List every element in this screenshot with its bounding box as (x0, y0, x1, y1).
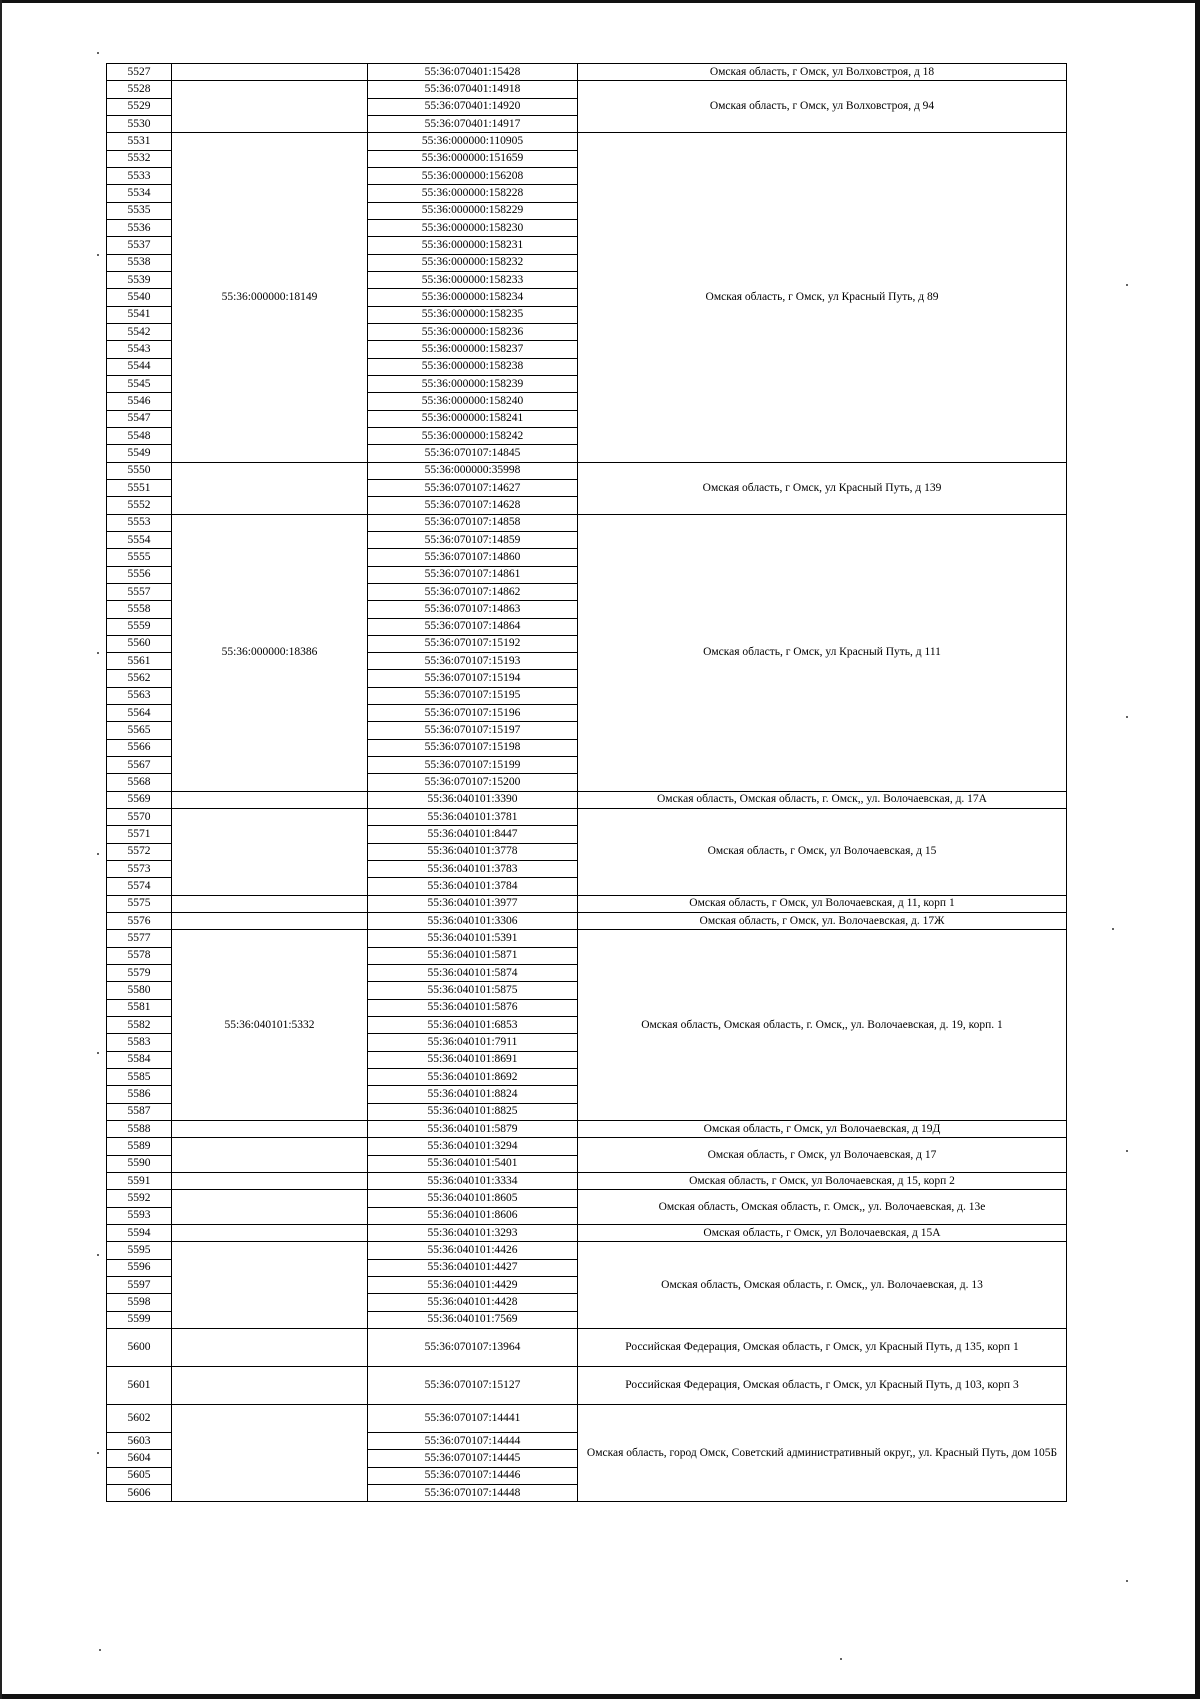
table-row (107, 809, 1067, 826)
row-number-cell: 5577 (107, 930, 172, 947)
table-row (107, 1190, 1067, 1207)
cadastral-number-cell: 55:36:070107:15197 (368, 722, 578, 739)
cadastral-number-cell: 55:36:000000:158235 (368, 306, 578, 323)
table-row (107, 791, 1067, 808)
row-number-cell: 5596 (107, 1259, 172, 1276)
row-number-cell: 5564 (107, 705, 172, 722)
parent-cadastral-cell (172, 791, 368, 808)
parent-cadastral-cell: 55:36:000000:18149 (172, 133, 368, 462)
cadastral-number-cell: 55:36:040101:5871 (368, 947, 578, 964)
row-number-cell: 5580 (107, 982, 172, 999)
cadastral-number-cell: 55:36:070107:14441 (368, 1405, 578, 1433)
row-number-cell: 5533 (107, 167, 172, 184)
row-number-cell: 5581 (107, 999, 172, 1016)
cadastral-number-cell: 55:36:070401:14917 (368, 115, 578, 132)
row-number-cell: 5601 (107, 1367, 172, 1405)
cadastral-number-cell: 55:36:040101:3306 (368, 913, 578, 930)
cadastral-number-cell: 55:36:040101:3334 (368, 1173, 578, 1190)
row-number-cell: 5586 (107, 1086, 172, 1103)
cadastral-number-cell: 55:36:040101:3294 (368, 1138, 578, 1155)
row-number-cell: 5527 (107, 64, 172, 81)
row-number-cell: 5549 (107, 445, 172, 462)
row-number-cell: 5602 (107, 1405, 172, 1433)
row-number-cell: 5547 (107, 410, 172, 427)
row-number-cell: 5536 (107, 219, 172, 236)
row-number-cell: 5538 (107, 254, 172, 271)
cadastral-number-cell: 55:36:040101:4429 (368, 1276, 578, 1293)
row-number-cell: 5528 (107, 81, 172, 98)
cadastral-number-cell: 55:36:040101:3781 (368, 809, 578, 826)
scan-speck (97, 652, 99, 654)
row-number-cell: 5554 (107, 531, 172, 548)
scan-speck (1126, 716, 1128, 718)
address-cell: Омская область, г Омск, ул Волочаевская, д 15, корп 2 (578, 1173, 1067, 1190)
table-row (107, 930, 1067, 947)
cadastral-number-cell: 55:36:040101:3783 (368, 861, 578, 878)
cadastral-number-cell: 55:36:070107:14862 (368, 583, 578, 600)
cadastral-number-cell: 55:36:070107:14444 (368, 1432, 578, 1449)
row-number-cell: 5578 (107, 947, 172, 964)
cadastral-number-cell: 55:36:070107:15198 (368, 739, 578, 756)
cadastral-number-cell: 55:36:000000:158237 (368, 341, 578, 358)
table-row (107, 913, 1067, 930)
table-row (107, 1173, 1067, 1190)
row-number-cell: 5584 (107, 1051, 172, 1068)
address-cell: Омская область, г Омск, ул Волочаевская, д 15А (578, 1224, 1067, 1241)
row-number-cell: 5606 (107, 1484, 172, 1501)
row-number-cell: 5537 (107, 237, 172, 254)
address-cell: Омская область, г Омск, ул Волочаевская, д 17 (578, 1138, 1067, 1173)
row-number-cell: 5579 (107, 965, 172, 982)
scan-speck (97, 1254, 99, 1256)
table-row (107, 514, 1067, 531)
address-cell: Омская область, г Омск, ул Волховстроя, д 18 (578, 64, 1067, 81)
parent-cadastral-cell (172, 1121, 368, 1138)
address-cell: Омская область, Омская область, г. Омск,, ул. Волочаевская, д. 13е (578, 1190, 1067, 1225)
row-number-cell: 5556 (107, 566, 172, 583)
address-cell: Омская область, г Омск, ул. Волочаевская, д. 17Ж (578, 913, 1067, 930)
row-number-cell: 5557 (107, 583, 172, 600)
row-number-cell: 5575 (107, 895, 172, 912)
cadastral-number-cell: 55:36:070107:15127 (368, 1367, 578, 1405)
cadastral-number-cell: 55:36:070107:14863 (368, 601, 578, 618)
row-number-cell: 5594 (107, 1224, 172, 1241)
row-number-cell: 5583 (107, 1034, 172, 1051)
parent-cadastral-cell: 55:36:040101:5332 (172, 930, 368, 1121)
cadastral-number-cell: 55:36:070107:14859 (368, 531, 578, 548)
table-row (107, 81, 1067, 98)
cadastral-number-cell: 55:36:000000:158230 (368, 219, 578, 236)
cadastral-number-cell: 55:36:000000:158239 (368, 375, 578, 392)
scan-speck (97, 1052, 99, 1054)
row-number-cell: 5531 (107, 133, 172, 150)
cadastral-number-cell: 55:36:070107:14845 (368, 445, 578, 462)
row-number-cell: 5591 (107, 1173, 172, 1190)
cadastral-number-cell: 55:36:000000:158228 (368, 185, 578, 202)
cadastral-number-cell: 55:36:000000:158233 (368, 271, 578, 288)
cadastral-number-cell: 55:36:070107:14864 (368, 618, 578, 635)
scan-border-top (0, 0, 1200, 3)
row-number-cell: 5535 (107, 202, 172, 219)
parent-cadastral-cell (172, 1190, 368, 1225)
cadastral-number-cell: 55:36:000000:158232 (368, 254, 578, 271)
cadastral-number-cell: 55:36:040101:5879 (368, 1121, 578, 1138)
cadastral-number-cell: 55:36:000000:151659 (368, 150, 578, 167)
row-number-cell: 5529 (107, 98, 172, 115)
cadastral-number-cell: 55:36:070107:14860 (368, 549, 578, 566)
cadastral-number-cell: 55:36:040101:3977 (368, 895, 578, 912)
scan-speck (1126, 1150, 1128, 1152)
row-number-cell: 5562 (107, 670, 172, 687)
table-row (107, 64, 1067, 81)
row-number-cell: 5590 (107, 1155, 172, 1172)
row-number-cell: 5559 (107, 618, 172, 635)
cadastral-number-cell: 55:36:070107:14448 (368, 1484, 578, 1501)
row-number-cell: 5572 (107, 843, 172, 860)
cadastral-number-cell: 55:36:000000:158242 (368, 427, 578, 444)
row-number-cell: 5544 (107, 358, 172, 375)
row-number-cell: 5597 (107, 1276, 172, 1293)
row-number-cell: 5541 (107, 306, 172, 323)
cadastral-number-cell: 55:36:040101:7569 (368, 1311, 578, 1328)
cadastral-number-cell: 55:36:040101:4428 (368, 1294, 578, 1311)
address-cell: Омская область, Омская область, г. Омск,, ул. Волочаевская, д. 17А (578, 791, 1067, 808)
row-number-cell: 5588 (107, 1121, 172, 1138)
scan-border-right (1195, 0, 1200, 1699)
cadastral-number-cell: 55:36:070107:14858 (368, 514, 578, 531)
parent-cadastral-cell (172, 913, 368, 930)
row-number-cell: 5576 (107, 913, 172, 930)
parent-cadastral-cell (172, 895, 368, 912)
scan-speck (1112, 928, 1114, 930)
row-number-cell: 5589 (107, 1138, 172, 1155)
cadastral-number-cell: 55:36:070107:15194 (368, 670, 578, 687)
row-number-cell: 5539 (107, 271, 172, 288)
cadastral-number-cell: 55:36:070401:14920 (368, 98, 578, 115)
cadastral-registry-table (106, 63, 1067, 1502)
cadastral-number-cell: 55:36:070107:15195 (368, 687, 578, 704)
cadastral-number-cell: 55:36:000000:158241 (368, 410, 578, 427)
row-number-cell: 5568 (107, 774, 172, 791)
cadastral-number-cell: 55:36:040101:3778 (368, 843, 578, 860)
row-number-cell: 5543 (107, 341, 172, 358)
cadastral-number-cell: 55:36:040101:7911 (368, 1034, 578, 1051)
cadastral-number-cell: 55:36:070107:15199 (368, 757, 578, 774)
cadastral-number-cell: 55:36:040101:8605 (368, 1190, 578, 1207)
parent-cadastral-cell (172, 462, 368, 514)
cadastral-number-cell: 55:36:040101:8692 (368, 1069, 578, 1086)
parent-cadastral-cell (172, 64, 368, 81)
row-number-cell: 5534 (107, 185, 172, 202)
table-row (107, 1405, 1067, 1433)
row-number-cell: 5582 (107, 1017, 172, 1034)
row-number-cell: 5567 (107, 757, 172, 774)
table-row (107, 1121, 1067, 1138)
row-number-cell: 5569 (107, 791, 172, 808)
scan-speck (840, 1658, 842, 1660)
scan-border-bottom (0, 1694, 1200, 1699)
row-number-cell: 5566 (107, 739, 172, 756)
registry-table-body (107, 64, 1067, 1502)
cadastral-number-cell: 55:36:000000:156208 (368, 167, 578, 184)
table-row (107, 1138, 1067, 1155)
row-number-cell: 5595 (107, 1242, 172, 1259)
table-row (107, 1328, 1067, 1366)
cadastral-number-cell: 55:36:000000:35998 (368, 462, 578, 479)
row-number-cell: 5532 (107, 150, 172, 167)
address-cell: Омская область, Омская область, г. Омск,, ул. Волочаевская, д. 19, корп. 1 (578, 930, 1067, 1121)
parent-cadastral-cell (172, 1242, 368, 1329)
address-cell: Российская Федерация, Омская область, г Омск, ул Красный Путь, д 103, корп 3 (578, 1367, 1067, 1405)
scan-border-left (0, 0, 2, 1699)
row-number-cell: 5561 (107, 653, 172, 670)
cadastral-number-cell: 55:36:040101:8825 (368, 1103, 578, 1120)
cadastral-number-cell: 55:36:000000:110905 (368, 133, 578, 150)
cadastral-number-cell: 55:36:040101:3293 (368, 1224, 578, 1241)
table-row (107, 1242, 1067, 1259)
cadastral-number-cell: 55:36:070107:14627 (368, 479, 578, 496)
parent-cadastral-cell (172, 1367, 368, 1405)
scan-speck (97, 52, 99, 54)
scan-speck (1126, 284, 1128, 286)
row-number-cell: 5605 (107, 1467, 172, 1484)
scan-speck (99, 1649, 101, 1651)
cadastral-number-cell: 55:36:040101:5874 (368, 965, 578, 982)
row-number-cell: 5546 (107, 393, 172, 410)
row-number-cell: 5599 (107, 1311, 172, 1328)
table-row (107, 462, 1067, 479)
row-number-cell: 5565 (107, 722, 172, 739)
cadastral-number-cell: 55:36:070107:14628 (368, 497, 578, 514)
cadastral-number-cell: 55:36:000000:158238 (368, 358, 578, 375)
row-number-cell: 5603 (107, 1432, 172, 1449)
scan-speck (97, 1452, 99, 1454)
parent-cadastral-cell (172, 1224, 368, 1241)
cadastral-number-cell: 55:36:040101:5401 (368, 1155, 578, 1172)
address-cell: Омская область, г Омск, ул Волочаевская, д 15 (578, 809, 1067, 896)
cadastral-number-cell: 55:36:070401:15428 (368, 64, 578, 81)
table-row (107, 133, 1067, 150)
cadastral-number-cell: 55:36:070107:14861 (368, 566, 578, 583)
row-number-cell: 5604 (107, 1450, 172, 1467)
row-number-cell: 5571 (107, 826, 172, 843)
row-number-cell: 5550 (107, 462, 172, 479)
row-number-cell: 5573 (107, 861, 172, 878)
address-cell: Омская область, г Омск, ул Красный Путь, д 139 (578, 462, 1067, 514)
row-number-cell: 5542 (107, 323, 172, 340)
cadastral-number-cell: 55:36:040101:8824 (368, 1086, 578, 1103)
row-number-cell: 5593 (107, 1207, 172, 1224)
cadastral-number-cell: 55:36:070107:15193 (368, 653, 578, 670)
cadastral-number-cell: 55:36:000000:158234 (368, 289, 578, 306)
parent-cadastral-cell: 55:36:000000:18386 (172, 514, 368, 791)
cadastral-number-cell: 55:36:000000:158229 (368, 202, 578, 219)
row-number-cell: 5540 (107, 289, 172, 306)
row-number-cell: 5530 (107, 115, 172, 132)
address-cell: Российская Федерация, Омская область, г Омск, ул Красный Путь, д 135, корп 1 (578, 1328, 1067, 1366)
table-row (107, 1367, 1067, 1405)
cadastral-number-cell: 55:36:070107:14446 (368, 1467, 578, 1484)
parent-cadastral-cell (172, 81, 368, 133)
row-number-cell: 5570 (107, 809, 172, 826)
cadastral-number-cell: 55:36:070107:15192 (368, 635, 578, 652)
cadastral-number-cell: 55:36:040101:3784 (368, 878, 578, 895)
cadastral-number-cell: 55:36:000000:158231 (368, 237, 578, 254)
row-number-cell: 5592 (107, 1190, 172, 1207)
cadastral-number-cell: 55:36:040101:3390 (368, 791, 578, 808)
row-number-cell: 5587 (107, 1103, 172, 1120)
scan-speck (97, 254, 99, 256)
cadastral-number-cell: 55:36:040101:8606 (368, 1207, 578, 1224)
cadastral-number-cell: 55:36:070401:14918 (368, 81, 578, 98)
parent-cadastral-cell (172, 809, 368, 896)
address-cell: Омская область, г Омск, ул Волочаевская, д 11, корп 1 (578, 895, 1067, 912)
cadastral-number-cell: 55:36:040101:5391 (368, 930, 578, 947)
row-number-cell: 5545 (107, 375, 172, 392)
cadastral-number-cell: 55:36:040101:5876 (368, 999, 578, 1016)
cadastral-number-cell: 55:36:000000:158240 (368, 393, 578, 410)
parent-cadastral-cell (172, 1328, 368, 1366)
cadastral-number-cell: 55:36:040101:8691 (368, 1051, 578, 1068)
address-cell: Омская область, г Омск, ул Красный Путь, д 111 (578, 514, 1067, 791)
parent-cadastral-cell (172, 1138, 368, 1173)
parent-cadastral-cell (172, 1405, 368, 1502)
address-cell: Омская область, Омская область, г. Омск,, ул. Волочаевская, д. 13 (578, 1242, 1067, 1329)
row-number-cell: 5600 (107, 1328, 172, 1366)
cadastral-number-cell: 55:36:040101:5875 (368, 982, 578, 999)
parent-cadastral-cell (172, 1173, 368, 1190)
cadastral-number-cell: 55:36:070107:15196 (368, 705, 578, 722)
cadastral-number-cell: 55:36:000000:158236 (368, 323, 578, 340)
row-number-cell: 5552 (107, 497, 172, 514)
row-number-cell: 5585 (107, 1069, 172, 1086)
cadastral-number-cell: 55:36:040101:4426 (368, 1242, 578, 1259)
cadastral-number-cell: 55:36:040101:6853 (368, 1017, 578, 1034)
table-row (107, 895, 1067, 912)
cadastral-number-cell: 55:36:070107:14445 (368, 1450, 578, 1467)
scan-speck (1126, 1580, 1128, 1582)
row-number-cell: 5548 (107, 427, 172, 444)
row-number-cell: 5598 (107, 1294, 172, 1311)
row-number-cell: 5563 (107, 687, 172, 704)
row-number-cell: 5574 (107, 878, 172, 895)
address-cell: Омская область, г Омск, ул Волховстроя, д 94 (578, 81, 1067, 133)
row-number-cell: 5551 (107, 479, 172, 496)
cadastral-number-cell: 55:36:070107:15200 (368, 774, 578, 791)
address-cell: Омская область, город Омск, Советский административный округ,, ул. Красный Путь, дом 105Б (578, 1405, 1067, 1502)
row-number-cell: 5555 (107, 549, 172, 566)
row-number-cell: 5560 (107, 635, 172, 652)
row-number-cell: 5553 (107, 514, 172, 531)
address-cell: Омская область, г Омск, ул Волочаевская, д 19Д (578, 1121, 1067, 1138)
address-cell: Омская область, г Омск, ул Красный Путь, д 89 (578, 133, 1067, 462)
cadastral-number-cell: 55:36:070107:13964 (368, 1328, 578, 1366)
cadastral-number-cell: 55:36:040101:4427 (368, 1259, 578, 1276)
cadastral-number-cell: 55:36:040101:8447 (368, 826, 578, 843)
table-row (107, 1224, 1067, 1241)
scan-speck (97, 853, 99, 855)
row-number-cell: 5558 (107, 601, 172, 618)
